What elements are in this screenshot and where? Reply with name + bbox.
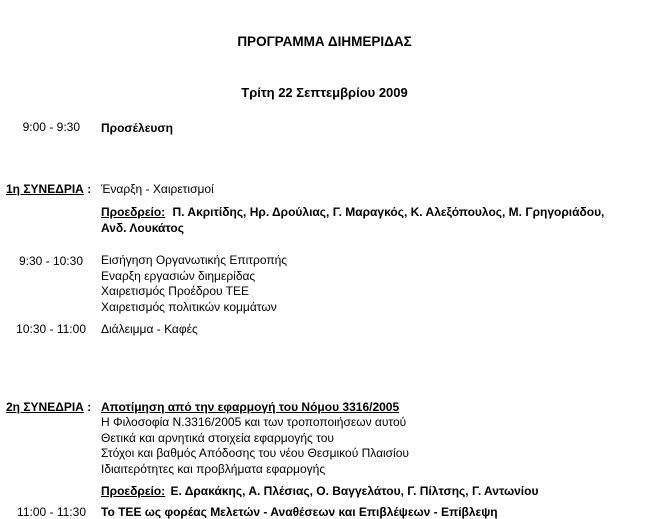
session2-chair-names: Ε. Δρακάκης, Α. Πλέσιας, Ο. Βαγγελάτου, Γ. Πίλτσης, Γ. Αντωνίου — [170, 484, 539, 498]
schedule-item: Το ΤΕΕ ως φορέας Μελετών - Αναθέσεων και Επιβλέψεων - Επίβλεψη — [101, 505, 498, 519]
session1-chair-label: Προεδρείο: — [101, 205, 166, 219]
session2-title: Αποτίμηση από την εφαρμογή του Νόμου 3316/2005 — [101, 400, 400, 414]
schedule-line: Εναρξη εργασιών διημερίδας — [101, 268, 256, 283]
schedule-line: Χαιρετισμός Προέδρου ΤΕΕ — [101, 284, 250, 298]
schedule-item-lines — [101, 253, 287, 315]
schedule-time: 9:30 - 10:30 — [18, 254, 83, 268]
schedule-line: Εισήγηση Οργανωτικής Επιτροπής — [101, 253, 288, 267]
session1-chair — [101, 205, 604, 219]
schedule-line: Χαιρετισμός πολιτικών κομμάτων — [101, 299, 277, 314]
session2-topic: Ιδιαιτερότητες και προβλήματα εφαρμογής — [101, 461, 326, 476]
session1-title: Έναρξη - Χαιρετισμοί — [101, 182, 214, 196]
session2-colon: : — [87, 400, 92, 414]
session2-topic: Θετικά και αρνητικά στοιχεία εφαρμογής του — [101, 430, 334, 445]
session2-topic: Η Φιλοσοφία Ν.3316/2005 και των τροποποιήσεων αυτού — [101, 415, 407, 429]
session2-header — [6, 400, 91, 414]
document-title: ΠΡΟΓΡΑΜΜΑ ΔΙΗΜΕΡΙΔΑΣ — [237, 34, 412, 49]
schedule-item: Προσέλευση — [101, 121, 173, 135]
session2-label: 2η ΣΥΝΕΔΡΙΑ — [6, 400, 84, 414]
schedule-time: 11:00 - 11:30 — [17, 505, 86, 519]
session2-chair-label: Προεδρείο: — [101, 484, 166, 498]
schedule-item: Διάλειμμα - Καφές — [101, 322, 198, 336]
session1-colon: : — [87, 182, 92, 196]
session1-chair-names: Π. Ακριτίδης, Ηρ. Δρούλιας, Γ. Μαραγκός, Κ. Αλεξόπουλος, Μ. Γρηγοριάδου, — [172, 205, 605, 219]
session2-chair — [101, 484, 538, 498]
document-date: Τρίτη 22 Σεπτεμβρίου 2009 — [241, 85, 408, 100]
schedule-time: 10:30 - 11:00 — [16, 322, 86, 336]
session1-chair-names-cont: Ανδ. Λουκάτος — [101, 221, 184, 235]
schedule-time: 9:00 - 9:30 — [22, 120, 80, 134]
session2-topics — [101, 415, 409, 477]
session1-label: 1η ΣΥΝΕΔΡΙΑ — [6, 182, 84, 196]
session2-topic: Στόχοι και βαθμός Απόδοσης του νέου Θεσμικού Πλαισίου — [101, 446, 409, 460]
session1-header — [6, 182, 91, 196]
